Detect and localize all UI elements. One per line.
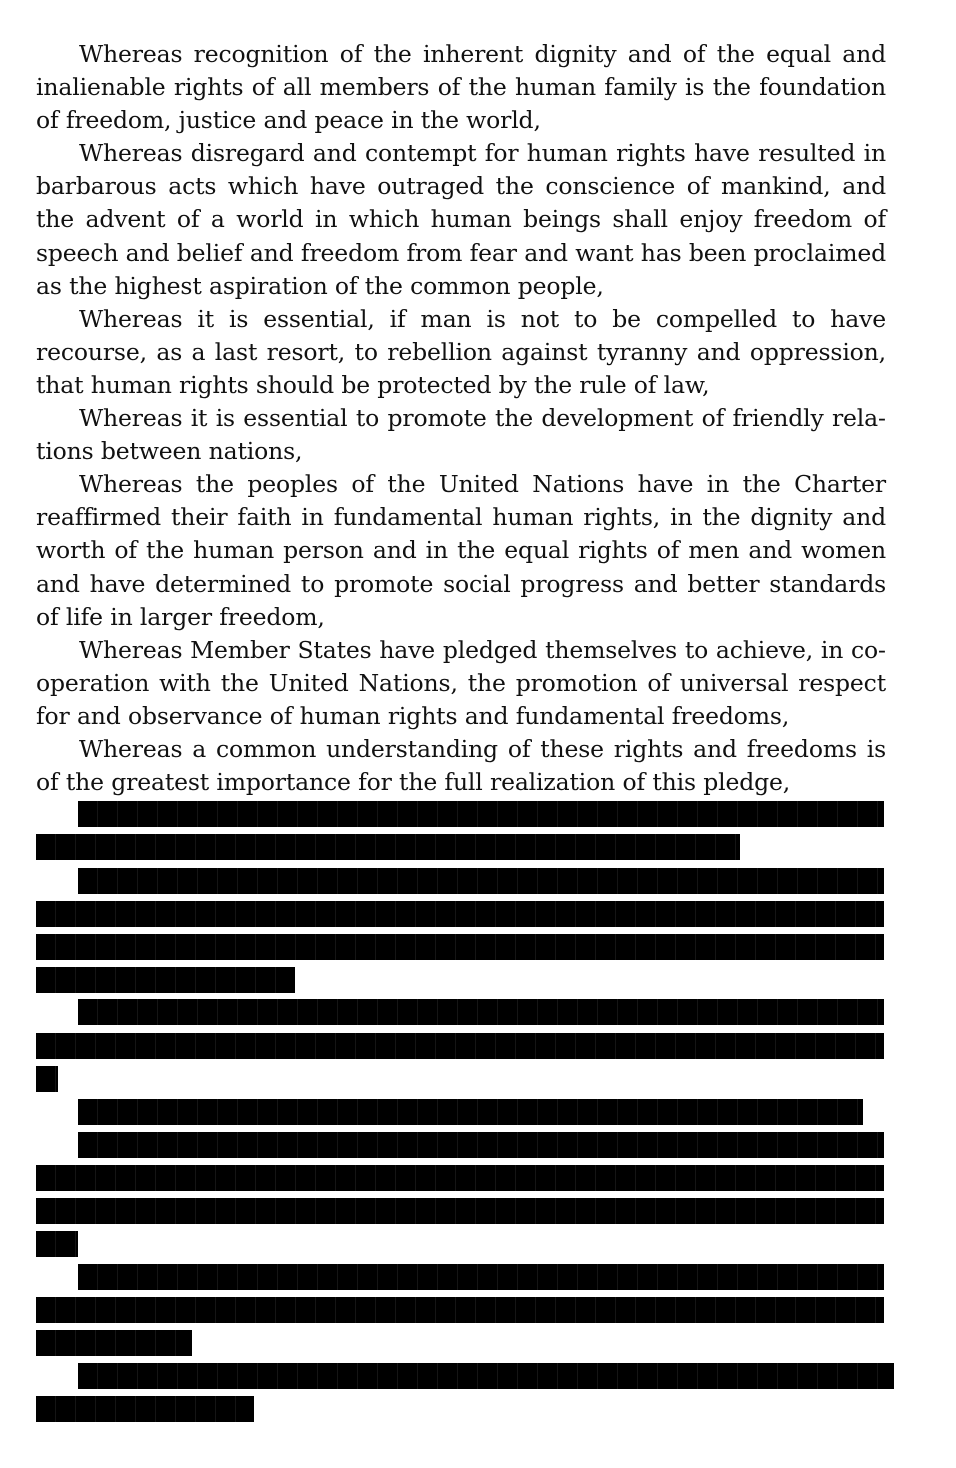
redaction-bar: [78, 1099, 863, 1125]
redaction-bar: [36, 1330, 192, 1356]
redaction-bar: [36, 834, 740, 860]
redaction-bar: [78, 801, 884, 827]
redaction-bar: [36, 1231, 78, 1257]
paragraph-1: Whereas recognition of the inherent dignity and of the equal and inalienable rights of all members of the human family is the foundation of freedom, justice and peace in the world,: [36, 40, 886, 135]
redaction-bar: [36, 934, 884, 960]
redaction-bar: [36, 1066, 58, 1092]
redaction-bar: [36, 967, 295, 993]
redaction-bar: [78, 1132, 884, 1158]
redaction-bar: [36, 1198, 884, 1224]
redaction-bar: [36, 1033, 884, 1059]
paragraph-6: Whereas Member States have pledged themselves to achieve, in cooperation with the United Nations, the promotion of universal respect for and observance of human rights and fundamental freedoms,: [36, 635, 886, 730]
redaction-bar: [78, 1264, 884, 1290]
redaction-bar: [78, 999, 884, 1025]
redaction-bar: [78, 1363, 894, 1389]
redaction-bar: [36, 1297, 884, 1323]
redaction-bar: [36, 901, 884, 927]
paragraph-4: Whereas it is essential to promote the development of friendly relations between nations,: [36, 404, 886, 466]
paragraph-7: Whereas a common understanding of these rights and freedoms is of the greatest importance for the full realization of this pledge,: [36, 734, 886, 797]
paragraph-5: Whereas the peoples of the United Nations have in the Charter reaffirmed their faith in fundamental human rights, in the dignity and worth of the human person and in the equal rights of men and women and have determined to promote social progress and better standards of life in larger freedom,: [36, 470, 886, 631]
redaction-bar: [36, 1165, 884, 1191]
paragraph-2: Whereas disregard and contempt for human rights have resulted in barbarous acts which have outraged the conscience of mankind, and the advent of a world in which human beings shall enjoy freedom of speech and belief and freedom from fear and want has been proclaimed as the highest aspiration of the common people,: [36, 139, 886, 300]
redaction-bar: [36, 1396, 254, 1422]
paragraph-3: Whereas it is essential, if man is not to be compelled to have recourse, as a last resort, to rebellion against tyranny and oppression, that human rights should be protected by the rule of law,: [36, 304, 886, 399]
redaction-bar: [78, 868, 884, 894]
